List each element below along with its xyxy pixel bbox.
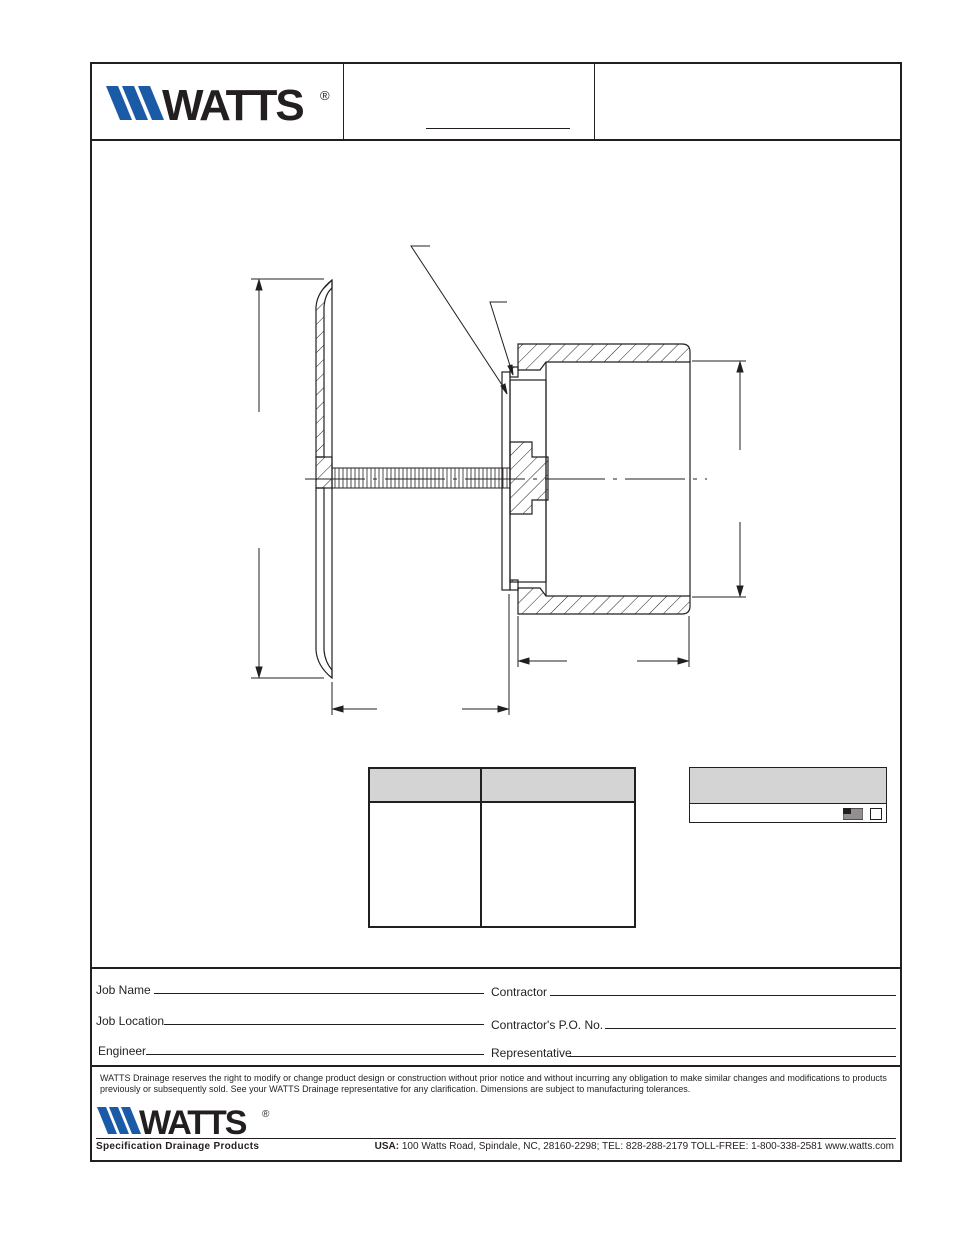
footer-watts-logo-mark <box>96 1103 274 1137</box>
svg-text:®: ® <box>262 1109 270 1120</box>
address-prefix: USA: <box>374 1141 400 1152</box>
job-name-label: Job Name <box>96 983 151 997</box>
footer-top-rule <box>92 1065 900 1067</box>
diameter-dimension <box>692 361 746 597</box>
job-location-label: Job Location <box>96 1014 165 1028</box>
svg-text:WATTS: WATTS <box>162 81 303 124</box>
contractor-label: Contractor <box>491 985 548 999</box>
representative-label: Representative <box>491 1046 572 1060</box>
product-drawing <box>92 64 904 1164</box>
options-table <box>368 767 636 928</box>
contractor-po-label: Contractor's P.O. No. <box>491 1018 604 1032</box>
options-table-divider <box>480 769 482 926</box>
footer-address-rule <box>96 1138 896 1139</box>
spec-sheet <box>90 62 902 1162</box>
company-address <box>375 1141 894 1152</box>
usa-flag-icon <box>843 808 863 820</box>
engineer-field[interactable] <box>146 1054 484 1055</box>
engineer-label: Engineer <box>98 1044 147 1058</box>
svg-text:WATTS: WATTS <box>139 1104 246 1137</box>
depth-dimension <box>332 594 509 715</box>
address-details: 100 Watts Road, Spindale, NC, 28160-2298; TEL: 828-288-2179 TOLL-FREE: 1-800-338-2581 www.watts.com <box>401 1141 894 1152</box>
job-info-top-rule <box>92 967 900 969</box>
representative-field[interactable] <box>568 1056 896 1057</box>
checkbox-icon[interactable] <box>870 808 882 820</box>
job-name-field[interactable] <box>154 993 484 994</box>
disclaimer-text: WATTS Drainage reserves the right to modify or change product design or construction without prior notice and without incurring any obligation to make similar changes and modifications to products previously or subsequently sold. See your WATTS Drainage representative for any clarification. Dimensions are subject to manufacturing tolerances. <box>100 1073 887 1094</box>
contractor-po-field[interactable] <box>605 1028 896 1029</box>
job-location-field[interactable] <box>164 1024 484 1025</box>
leader-lines <box>411 246 513 394</box>
tagline: Specification Drainage Products <box>96 1141 260 1152</box>
options-table-header <box>370 769 634 803</box>
svg-text:®: ® <box>320 88 330 103</box>
origin-table-header <box>690 768 886 804</box>
contractor-field[interactable] <box>550 995 896 996</box>
threaded-rod <box>305 468 707 488</box>
origin-table <box>689 767 887 823</box>
pipe-length-dimension <box>518 616 689 667</box>
footer-watts-logo <box>96 1103 274 1142</box>
